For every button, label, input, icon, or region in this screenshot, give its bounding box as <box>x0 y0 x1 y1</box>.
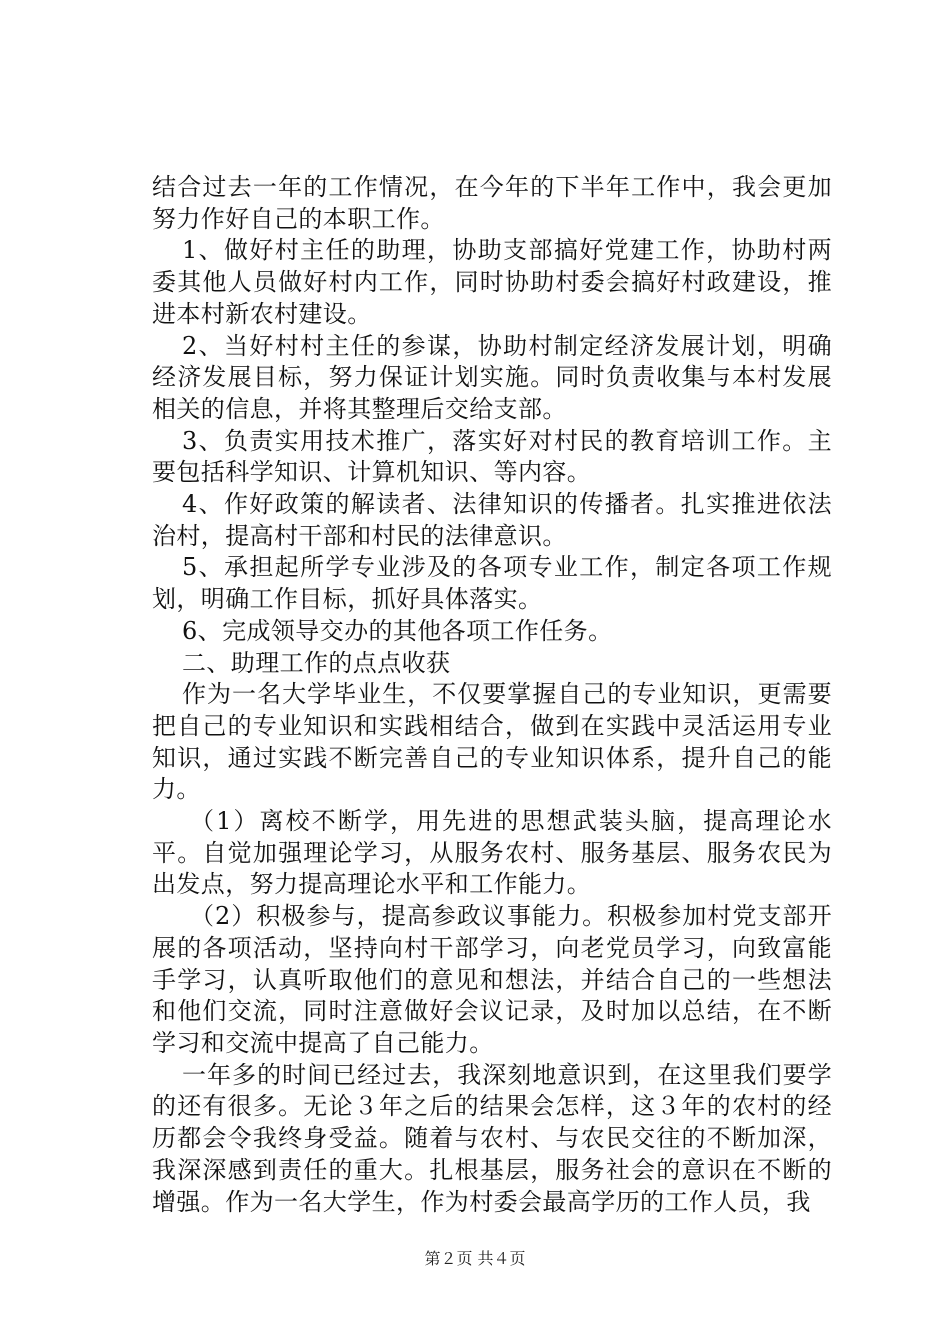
paragraph-item-1: 1、做好村主任的助理，协助支部搞好党建工作，协助村两委其他人员做好村内工作，同时协助村委会搞好村政建设，推进本村新农村建设。 <box>152 236 832 328</box>
paragraph-point-1: （1）离校不断学，用先进的思想武装头脑，提高理论水平。自觉加强理论学习，从服务农村、服务基层、服务农民为出发点，努力提高理论水平和工作能力。 <box>152 807 832 899</box>
paragraph-item-2: 2、当好村村主任的参谋，协助村制定经济发展计划，明确经济发展目标，努力保证计划实施。同时负责收集与本村发展相关的信息，并将其整理后交给支部。 <box>152 331 832 423</box>
paragraph-reflection: 一年多的时间已经过去，我深刻地意识到，在这里我们要学的还有很多。无论３年之后的结果会怎样，这３年的农村的经历都会令我终身受益。随着与农村、与农民交往的不断加深，我深深感到责任的重大。扎根基层，服务社会的意识在不断的增强。作为一名大学生，作为村委会最高学历的工作人员，我 <box>152 1060 832 1216</box>
section-heading: 二、助理工作的点点收获 <box>182 648 451 677</box>
paragraph-point-2: （2）积极参与，提高参政议事能力。积极参加村党支部开展的各项活动，坚持向村干部学习，向老党员学习，向致富能手学习，认真听取他们的意见和想法，并结合自己的一些想法和他们交流，同时注意做好会议记录，及时加以总结，在不断学习和交流中提高了自己能力。 <box>152 902 832 1057</box>
page-footer: 第２页 共４页 <box>424 1249 526 1268</box>
paragraph-graduate: 作为一名大学毕业生，不仅要掌握自己的专业知识，更需要把自己的专业知识和实践相结合，做到在实践中灵活运用专业知识，通过实践不断完善自己的专业知识体系，提升自己的能力。 <box>152 680 832 804</box>
paragraph-item-5: 5、承担起所学专业涉及的各项专业工作，制定各项工作规划，明确工作目标，抓好具体落实。 <box>152 553 832 614</box>
paragraph-item-4: 4、作好政策的解读者、法律知识的传播者。扎实推进依法治村，提高村干部和村民的法律意识。 <box>152 490 832 550</box>
paragraph-item-6: 6、完成领导交办的其他各项工作任务。 <box>182 616 613 645</box>
document-body <box>152 172 832 1218</box>
paragraph-item-3: 3、负责实用技术推广，落实好对村民的教育培训工作。主要包括科学知识、计算机知识、等内容。 <box>152 426 832 487</box>
paragraph-intro: 结合过去一年的工作情况，在今年的下半年工作中，我会更加努力作好自己的本职工作。 <box>152 173 832 233</box>
